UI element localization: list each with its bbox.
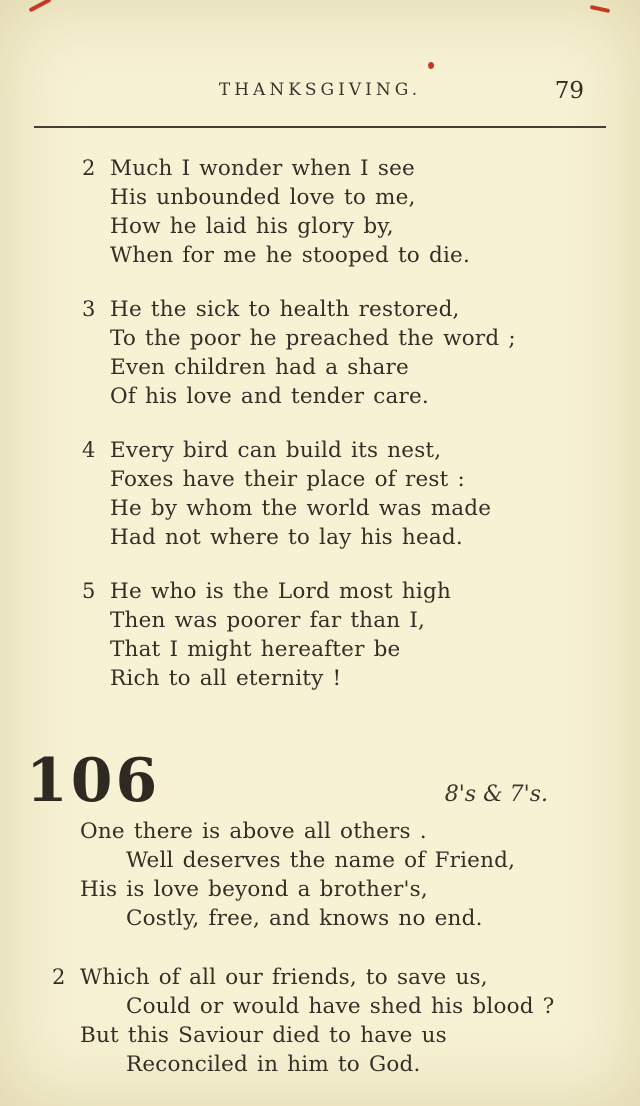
verse	[82, 577, 640, 693]
verse-line: Much I wonder when I see	[110, 156, 415, 181]
verse-line: Then was poorer far than I,	[110, 608, 426, 633]
hymn-continued-verses	[0, 128, 640, 693]
verse	[82, 436, 640, 552]
verse-line: His is love beyond a brother's,	[80, 877, 428, 902]
verse-line: Rich to all eternity !	[110, 666, 342, 691]
verse-lines	[80, 817, 515, 933]
page-number: 79	[554, 78, 584, 104]
verse	[82, 154, 640, 270]
verse-line: How he laid his glory by,	[110, 214, 394, 239]
verse	[52, 817, 640, 933]
verse-line: Of his love and tender care.	[110, 384, 429, 409]
verse-number: 4	[82, 438, 96, 462]
verse-line: Even children had a share	[110, 355, 409, 380]
hymn-heading	[26, 746, 548, 816]
page-header	[0, 0, 640, 118]
verse-lines	[110, 436, 491, 552]
verse-line: Which of all our friends, to save us,	[80, 965, 488, 990]
verse-line: Had not where to lay his head.	[110, 525, 463, 550]
verse-number: 2	[82, 156, 96, 180]
hymn-106	[0, 746, 640, 1079]
verse-lines	[110, 154, 470, 270]
verse-line: He the sick to health restored,	[110, 297, 460, 322]
verse-line: To the poor he preached the word ;	[110, 326, 516, 351]
verse-line: Could or would have shed his blood ?	[126, 994, 555, 1019]
verse-line: Costly, free, and knows no end.	[126, 906, 483, 931]
verse-number: 2	[52, 965, 66, 989]
hymn-number: 106	[26, 746, 161, 816]
verse-lines	[110, 577, 451, 693]
verse-number: 5	[82, 579, 96, 603]
verse	[82, 295, 640, 411]
verse-number	[52, 817, 80, 933]
verse-line: He who is the Lord most high	[110, 579, 451, 604]
verse	[52, 963, 640, 1079]
verse-line: One there is above all others .	[80, 819, 427, 844]
verse-lines	[80, 963, 554, 1079]
verse-line: When for me he stooped to die.	[110, 243, 470, 268]
verse-line: That I might hereafter be	[110, 637, 401, 662]
verse-line: Reconciled in him to God.	[126, 1052, 421, 1077]
verse-line: Well deserves the name of Friend,	[126, 848, 516, 873]
verse-lines	[110, 295, 516, 411]
running-head: THANKSGIVING.	[218, 80, 422, 100]
verse-line: Foxes have their place of rest :	[110, 467, 465, 492]
verse-number: 3	[82, 297, 96, 321]
verse-line: Every bird can build its nest,	[110, 438, 442, 463]
verse-line: He by whom the world was made	[110, 496, 492, 521]
verse-line: But this Saviour died to have us	[80, 1023, 447, 1048]
verse-line: His unbounded love to me,	[110, 185, 416, 210]
hymn-meter: 8's & 7's.	[444, 782, 548, 807]
